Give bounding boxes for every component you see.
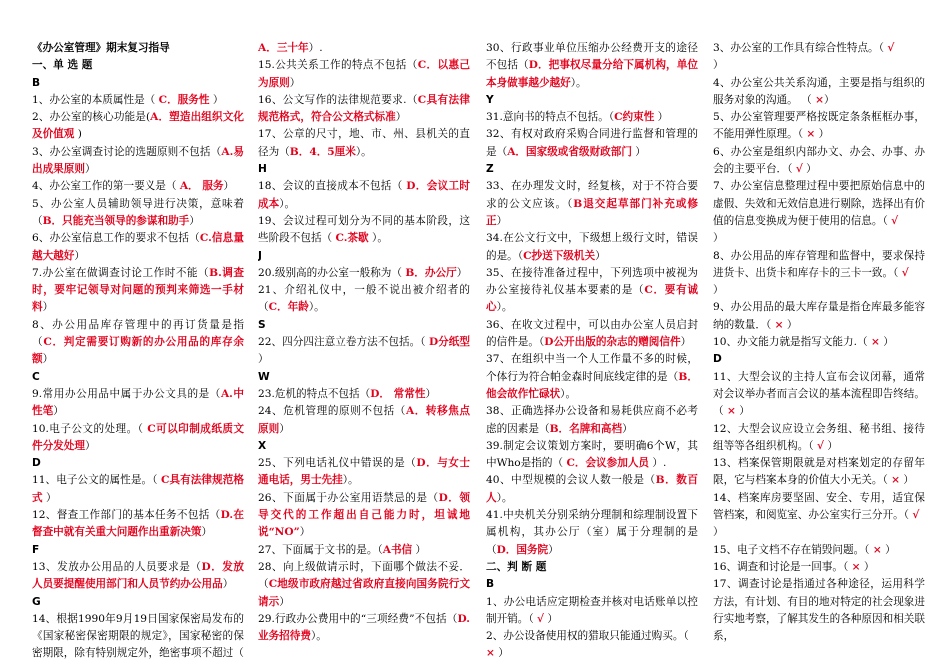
question-tail: ）。 [342, 474, 359, 487]
answer-text: A．三十年 [258, 42, 309, 54]
question-tail: ）。 [368, 232, 388, 245]
question-tail: ）。 [310, 630, 327, 643]
question-text: 10、办文能力就是指写文能力.（ [713, 336, 871, 349]
question-item [32, 92, 244, 109]
answer-text: C．年龄 [268, 301, 309, 314]
question-text: 21、介绍礼仪中，一般不说出被介绍者的（ [258, 284, 470, 314]
answer-text: A.中性笔 [32, 387, 244, 418]
question-item [713, 334, 925, 351]
question-text: 8、办公用品的库存管理和监督中，要求保持进货卡、出货卡和库存卡的三卡一致。（ [713, 249, 925, 279]
question-tail: ） [881, 543, 896, 556]
question-item [486, 317, 698, 352]
question-item [32, 611, 244, 663]
section-heading: 一、单 选 题 [32, 59, 93, 72]
question-item [258, 126, 470, 161]
answer-text: C可以印制成纸质文件分发处理 [32, 422, 244, 452]
answer-text: × [806, 128, 816, 141]
question-tail: ） [680, 336, 692, 349]
question-item [258, 57, 470, 92]
question-text: 36、在收文过程中，可以由办公室人员启封的信件是。（ [486, 318, 698, 349]
question-tail: ）。 [560, 387, 577, 400]
question-tail: ） [622, 422, 633, 435]
question-text: 35、在接待准备过程中，下列选项中被视为办公室接待礼仪基本要素的是（ [486, 266, 698, 297]
question-item [713, 144, 925, 179]
answer-text: × [891, 474, 901, 487]
answer-text: B．办公厅 [405, 266, 457, 279]
question-item [32, 472, 244, 507]
answer-text: D．领导交代的工作超出自己能力时，坦诚地说“NO” [258, 491, 470, 539]
question-text: 29.行政办公费用中的“三项经费”不包括（ [258, 612, 458, 625]
question-item [486, 109, 698, 126]
question-text: 39.制定会议策划方案时，要明确6个W，其中Who是指的（ [486, 439, 698, 470]
question-item [32, 386, 244, 421]
question-text: 4、办公室公共关系沟通，主要是指与组织的服务对象的沟通。 （ [713, 76, 925, 106]
question-text: 30、行政事业单位压缩办公经费开支的途径不包括（ [486, 42, 698, 72]
question-item [486, 126, 698, 161]
answer-text: C．以惠己为原则 [258, 59, 470, 89]
question-text: 17、公章的尺寸，地、市、州、县机关的直径为（ [258, 128, 470, 158]
question-text: 3、办公室调查讨论的选题原则不包括（ [32, 145, 222, 158]
question-text: 14、档案库房要坚固、安全、专用，适宜保管档案，和阅览室、办公室实行三分开。（ [713, 491, 925, 522]
answer-text: D．国务院 [496, 543, 549, 556]
question-text: 24、危机管理的原则不包括（ [258, 405, 406, 418]
question-item [713, 490, 925, 525]
answer-text: √ [912, 509, 920, 522]
question-item [258, 386, 470, 403]
question-text: 40、中型规模的会议人数一般是（ [486, 474, 656, 487]
question-text: 3、办公室的工作具有综合性特点。（ [713, 42, 888, 54]
question-text: 7、办公室信息整理过程中要把原始信息中的虚假、失效和无效信息进行剔除，选择出有价值的信息变换成为便于使用的信息。（ [713, 180, 925, 227]
answer-text: × [815, 93, 824, 106]
section-heading: 二、判 断 题 [486, 560, 547, 573]
question-item [258, 213, 470, 248]
question-text: 25、下列电话礼仪中错误的是（ [258, 457, 417, 470]
question-tail: ) [74, 128, 82, 141]
question-tail: ） [548, 543, 559, 556]
question-tail: ） [802, 163, 817, 176]
section-heading: 《办公室管理》期末复习指导 [32, 42, 170, 54]
question-text: ） [713, 59, 724, 72]
question-item [486, 40, 698, 92]
question-text: 13、发放办公用品的人员要求是（ [32, 560, 202, 573]
index-letter: Z [486, 163, 494, 176]
answer-text: B．名牌和高档 [549, 422, 623, 435]
question-item [713, 559, 925, 576]
index-letter: S [258, 318, 266, 331]
question-tail: ） [279, 422, 290, 435]
question-item [486, 265, 698, 317]
question-item [713, 576, 925, 645]
answer-text: D公开出版的杂志的赠阅信件 [544, 336, 681, 349]
answer-text: × [486, 647, 495, 660]
question-item [713, 421, 925, 456]
question-tail: ） [860, 560, 875, 573]
answer-text: B退交起草部门补充或修正 [486, 197, 698, 227]
answer-text: B．数百人 [486, 474, 698, 504]
answer-text: D． 常常性 [370, 387, 426, 400]
question-text: 14、根据1990年9月19日国家保密局发布的《国家秘密保密期限的规定》，国家秘密的保密期限，除有特别规定外，绝密事项不超过（ [32, 612, 244, 660]
answer-text: A．转移焦点原则 [258, 405, 470, 435]
question-tail: ）。 [496, 301, 513, 314]
column-1 [32, 40, 244, 663]
question-item [258, 92, 470, 127]
question-text: 6、办公室信息工作的要求不包括（ [32, 232, 200, 245]
question-tail: ） [395, 111, 407, 124]
index-letter: F [32, 543, 40, 556]
question-item [258, 490, 470, 542]
question-text: 26、下面属于办公室用语禁忌的是（ [258, 491, 439, 504]
answer-text: D．发放人员要提醒使用部门和人员节约办公用品 [32, 560, 244, 591]
question-tail: ） [823, 439, 838, 452]
answer-text: C约束性 [614, 111, 655, 124]
question-text: 5、办公室人员辅助领导进行决策，意味着（ [32, 197, 244, 227]
question-text: 11、大型会议的主持人宣布会议闭幕，通常对会议举办者而言会议的基本流程即告终结。（ [713, 370, 925, 418]
answer-text: C具有法律规范格式，符合公文格式标准 [258, 93, 470, 124]
question-tail: ） [289, 76, 301, 89]
question-item [32, 559, 244, 594]
question-tail: ） [201, 526, 213, 539]
question-text: 10.电子公文的处理。（ [32, 422, 148, 435]
question-tail: ） [879, 336, 894, 349]
question-item [258, 40, 470, 57]
question-tail: ） [595, 249, 606, 262]
question-text: 13、档案保管期限就是对档案划定的存留年限，它与档案本身的价值大小无关。（ [713, 457, 925, 487]
index-letter: W [258, 370, 270, 383]
question-item [258, 403, 470, 438]
question-item [258, 178, 470, 213]
question-text: 16、调查和讨论是一回事。（ [713, 560, 852, 573]
answer-text: C抄送下级机关 [523, 249, 596, 262]
answer-text: D．与女士通电话，男士先挂 [258, 457, 470, 487]
question-tail: ）。 [496, 491, 513, 504]
question-text: 12、大型会议应设立会务组、秘书组、接待组等等各组织机构。（ [713, 422, 925, 452]
question-tail: ） [494, 647, 509, 660]
question-item [32, 421, 244, 456]
question-tail: ） [544, 612, 558, 625]
question-tail: ）。 [308, 301, 325, 314]
question-text: 19、会议过程可划分为不同的基本阶段，这些阶段不包括（ [258, 214, 470, 245]
question-tail: ） [42, 491, 57, 504]
question-text: 23.危机的特点不包括（ [258, 387, 371, 400]
index-letter: Y [486, 93, 494, 106]
question-item [713, 230, 925, 247]
question-tail: ） [53, 405, 64, 418]
answer-text: B．他会故作忙碌状 [486, 370, 698, 400]
question-text: 18、会议的直接成本不包括（ [258, 180, 407, 193]
question-text: 41.中央机关分别采纳分理制和综理制设置下属机构，其办公厅（室）属于分理制的是（ [486, 509, 698, 556]
question-text: 33、在办理发文时，经复核，对于不符合要求的公文应该。（ [486, 180, 698, 210]
question-text: 16、公文写作的法律规范要求.（ [258, 93, 418, 106]
question-tail: ） [412, 543, 427, 556]
question-text: ） [713, 232, 724, 245]
question-text: 27、下面属于文书的是。（ [258, 543, 383, 556]
question-tail: ）。 [570, 76, 587, 89]
question-text: 37、在组织中当一个人工作量不多的时候，个体行为符合帕金森时间底线定律的是（ [486, 353, 698, 383]
question-tail: ） [258, 353, 269, 366]
question-tail: ） [84, 439, 96, 452]
question-item [32, 265, 244, 317]
answer-text: × [774, 318, 784, 331]
question-item [713, 455, 925, 490]
answer-text: B.调查时，要牢记领导对问题的预判来筛选一手材料 [32, 266, 244, 314]
index-letter: X [258, 439, 267, 452]
question-text: 7.办公室在做调查讨论工作时不能（ [32, 266, 210, 279]
answer-text: √ [901, 266, 909, 279]
question-item [32, 144, 244, 179]
question-text: 15、电子文档不存在销毁问题。（ [713, 543, 873, 556]
answer-text: √ [537, 612, 545, 625]
question-tail: ） [42, 353, 54, 366]
answer-text: C．会议参加人员 [566, 457, 650, 470]
question-item [486, 472, 698, 507]
question-tail: ） [222, 578, 234, 591]
question-tail: ） [84, 163, 96, 176]
answer-text: A书信 [382, 543, 413, 556]
answer-text: × [870, 336, 880, 349]
question-item [713, 178, 925, 230]
question-text: 22、四分四注意立卷方法不包括。（ [258, 336, 429, 349]
question-item [713, 40, 925, 57]
answer-text: A.易出成果原则 [32, 145, 244, 176]
answer-text: D.业务招待费 [258, 612, 470, 643]
column-2 [258, 40, 470, 645]
answer-text: C.茶歇 [335, 232, 369, 245]
question-tail: ） [735, 405, 750, 418]
question-tail: ） [783, 318, 798, 331]
index-letter: B [486, 578, 495, 591]
index-letter: H [258, 163, 267, 176]
answer-text: A．国家级或省级财政部门 [507, 145, 632, 158]
answer-text: √ [887, 42, 895, 54]
question-tail: ） [223, 180, 235, 193]
question-tail: ） [189, 214, 200, 227]
question-item [713, 109, 925, 144]
question-text: 1、办公电话应定期检查并核对电话账单以控制开销。（ [486, 595, 698, 625]
answer-text: √ [891, 214, 899, 227]
question-item [713, 299, 925, 334]
answer-text: D．把事权尽量分给下属机构，单位本身做事越少越好 [486, 59, 698, 89]
question-text: 20.级别高的办公室一般称为（ [258, 266, 406, 279]
question-item [713, 282, 925, 299]
question-item [486, 645, 698, 662]
question-tail: ） [823, 93, 835, 106]
question-text: 8、办公用品库存管理中的再订货量是指（ [32, 318, 244, 349]
question-item [258, 611, 470, 646]
question-item [32, 507, 244, 542]
answer-text: D.在督查中就有关重大问题作出重新决策 [32, 509, 244, 539]
question-item [258, 265, 470, 282]
question-text: 11、电子公文的属性是。（ [32, 474, 161, 487]
question-item [258, 542, 470, 559]
question-item [258, 282, 470, 317]
question-item [713, 75, 925, 110]
question-text: 5、办公室管理要严格按既定条条框框办事，不能用弹性原理。（ [713, 111, 925, 141]
answer-text: √ [817, 439, 824, 452]
question-text: 9.常用办公用品中属于办公文具的是（ [32, 387, 221, 400]
question-tail: ） [631, 145, 646, 158]
question-tail: ） [74, 249, 85, 262]
question-text: 31.意向书的特点不包括。（ [486, 111, 615, 124]
answer-text: C.信息量越大越好 [32, 232, 244, 262]
question-text: 6、办公室是组织内部办文、办会、办事、办会的主要平台．（ [713, 145, 925, 176]
question-tail: ）。 [279, 197, 296, 210]
question-item [713, 542, 925, 559]
answer-text: C．要有诚心 [486, 284, 698, 314]
question-item [258, 559, 470, 611]
question-item [32, 230, 244, 265]
answer-text: D分纸型 [428, 336, 470, 349]
question-text: 38、正确选择办公设备和易耗供应商不必考虑的因素是（ [486, 405, 698, 435]
answer-text: × [726, 405, 736, 418]
question-item [486, 438, 698, 473]
question-tail: ）. [649, 457, 667, 470]
index-letter: G [32, 595, 41, 608]
question-item [486, 507, 698, 559]
question-tail: ） [209, 93, 224, 106]
answer-text: D．会议工时成本 [258, 180, 470, 210]
index-letter: B [32, 76, 41, 89]
question-item [32, 109, 244, 144]
question-tail: ） [456, 266, 468, 279]
question-text: 9、办公用品的最大库存量是指仓库最多能容纳的数量．（ [713, 301, 925, 331]
answer-text: × [872, 543, 882, 556]
answer-text: C．服务性 [158, 93, 210, 106]
question-text: 17、调查讨论是指通过各种途径，运用科学方法，有计划、有目的地对特定的社会现象进行实地考察，了解其发生的各种原因和相关联系， [713, 578, 925, 643]
answer-text: A．塑造出组织文化及价值观 [32, 111, 244, 141]
question-item [713, 524, 925, 541]
question-item [258, 334, 470, 369]
answer-text: C具有法律规范格式 [32, 474, 244, 504]
question-text: 12、督查工作部门的基本任务不包括（ [32, 509, 221, 522]
column-4 [713, 40, 925, 645]
question-item [713, 57, 925, 74]
question-item [258, 455, 470, 490]
question-text: ） [713, 526, 724, 539]
question-item [486, 178, 698, 230]
index-letter: J [258, 249, 262, 262]
question-item [713, 369, 925, 421]
question-text: 15.公共关系工作的特点不包括（ [258, 59, 418, 72]
question-item [32, 178, 244, 195]
answer-text: B．4．5厘米 [289, 145, 356, 158]
question-item [486, 403, 698, 438]
question-text: 2、办公室的核心功能是( [32, 111, 151, 124]
question-tail: ） [299, 526, 311, 539]
column-3 [486, 40, 698, 663]
question-tail: ） [279, 595, 290, 608]
question-item [486, 628, 698, 645]
answer-text: B．只能充当领导的参谋和助手 [42, 214, 190, 227]
question-tail: ） [42, 301, 54, 314]
question-item [713, 248, 925, 283]
question-text: 2、办公设备使用权的猎取只能通过购买。（ [486, 630, 689, 643]
question-text: 4、办公室工作的第一要义是（ [32, 180, 180, 193]
question-tail: ） [425, 387, 437, 400]
question-tail: ） [496, 214, 508, 227]
index-letter: C [32, 370, 40, 383]
index-letter: D [32, 457, 41, 470]
question-tail: ）。 [355, 145, 372, 158]
answer-text: × [851, 560, 861, 573]
question-text: 1、办公室的本质属性是（ [32, 93, 159, 106]
question-item [486, 230, 698, 265]
answer-text: A． 服务 [179, 180, 224, 193]
question-tail: ） [900, 474, 915, 487]
answer-text: C．判定需要订购新的办公用品的库存余额 [32, 336, 244, 366]
question-text: 32、有权对政府采购合同进行监督和管理的是（ [486, 128, 698, 158]
question-tail: ） [815, 128, 830, 141]
answer-text: C地级市政府越过省政府直接向国务院行文请示 [258, 578, 470, 608]
question-tail: ） [654, 111, 669, 124]
index-letter: D [713, 353, 722, 366]
question-tail: ）. [308, 42, 323, 54]
question-text: 34.在公文行文中，下级想上级行文时，错误的是。（ [486, 232, 698, 262]
question-item [32, 317, 244, 369]
answer-text: √ [795, 163, 803, 176]
question-text: ） [713, 284, 724, 297]
question-text: 28、向上级做请示时，下面哪个做法不妥．（ [258, 560, 470, 591]
question-item [32, 196, 244, 231]
question-item [486, 351, 698, 403]
question-item [486, 594, 698, 629]
